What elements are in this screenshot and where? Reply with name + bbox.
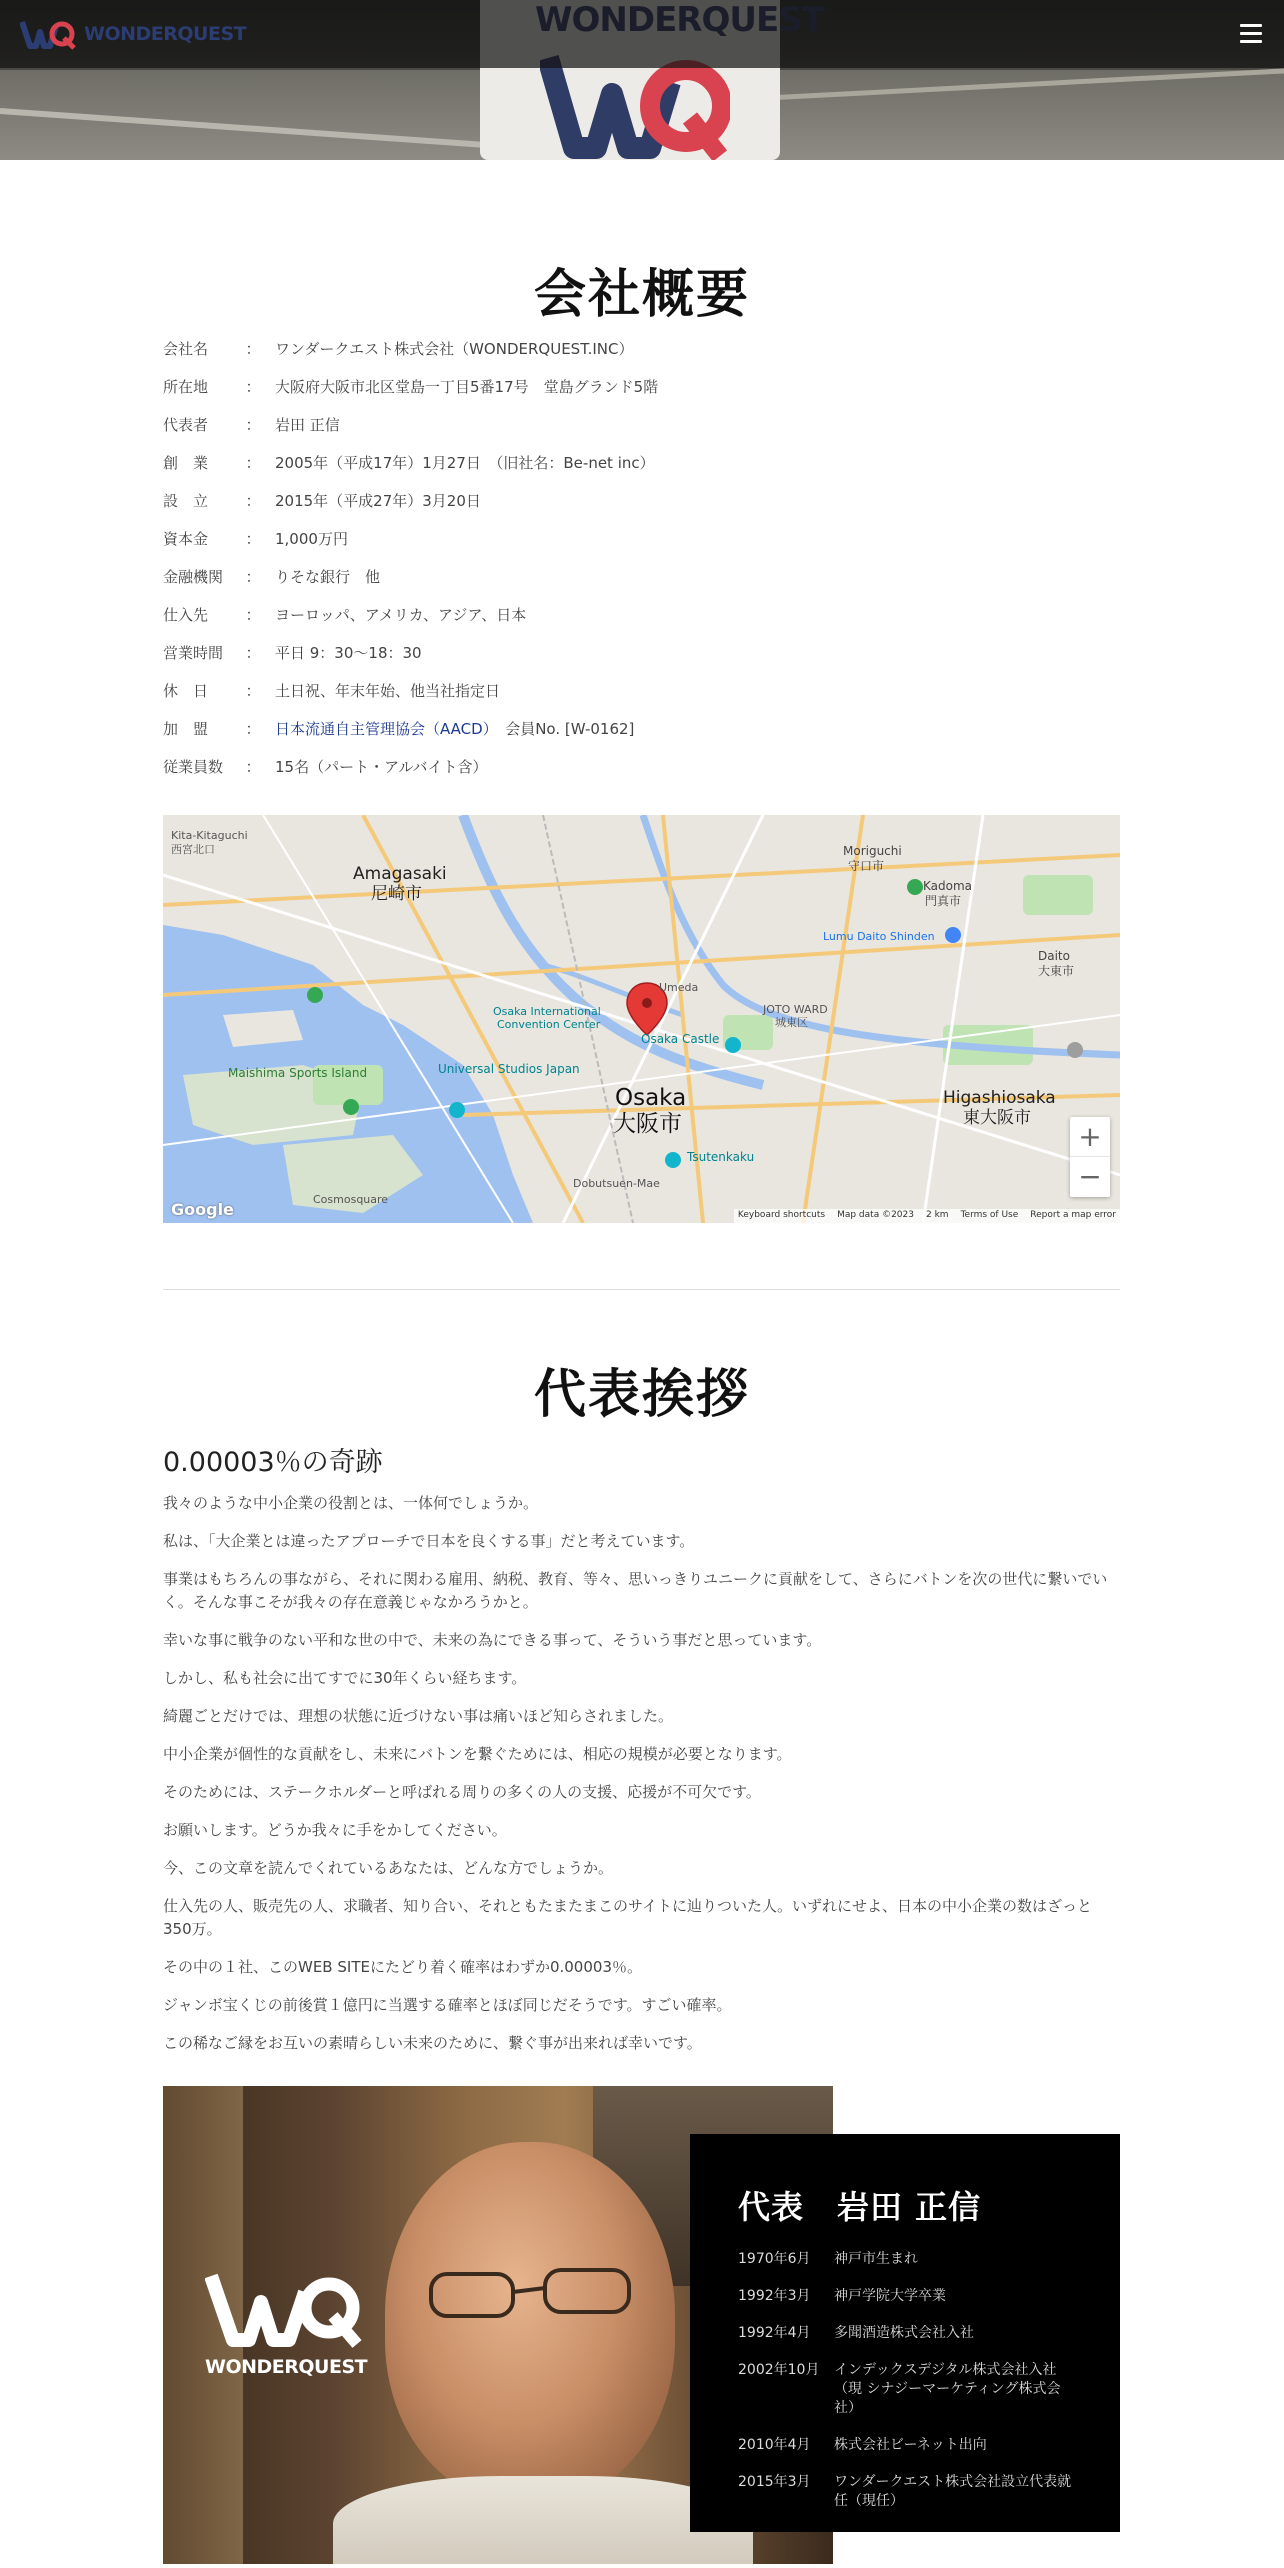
portrait-glasses bbox=[425, 2264, 635, 2324]
row-colon: ： bbox=[245, 378, 261, 396]
row-label: 仕入先 bbox=[163, 606, 209, 624]
company-row bbox=[163, 490, 1123, 528]
company-info-table bbox=[163, 338, 1123, 794]
row-colon: ： bbox=[245, 492, 261, 510]
row-label: 会社名 bbox=[163, 340, 209, 358]
row-label: 従業員数 bbox=[163, 758, 224, 776]
history-row bbox=[738, 2287, 1072, 2306]
map-label: Kita-Kitaguchi bbox=[171, 829, 248, 842]
ceo-name: 代表 岩田 正信 bbox=[738, 2188, 982, 2226]
map-label: Lumu Daito Shinden bbox=[823, 930, 935, 943]
company-row bbox=[163, 604, 1123, 642]
message-paragraph: ジャンボ宝くじの前後賞１億円に当選する確率とほぼ同じだそうです。すごい確率。 bbox=[163, 1996, 732, 2014]
map-label: Daito bbox=[1038, 949, 1070, 963]
company-row bbox=[163, 376, 1123, 414]
aacd-link[interactable]: 日本流通自主管理協会（AACD） bbox=[275, 720, 491, 738]
row-value: 土日祝、年末年始、他当社指定日 bbox=[275, 682, 501, 700]
map-label: Osaka bbox=[615, 1085, 687, 1111]
company-row bbox=[163, 528, 1123, 566]
row-colon: ： bbox=[245, 454, 261, 472]
row-label: 休 日 bbox=[163, 682, 209, 700]
map-label: Universal Studios Japan bbox=[438, 1062, 580, 1076]
row-colon: ： bbox=[245, 682, 261, 700]
map-label: 東大阪市 bbox=[963, 1108, 1031, 1128]
history-year: 2015年3月 bbox=[738, 2474, 811, 2490]
brand-logo[interactable] bbox=[20, 18, 246, 50]
company-row bbox=[163, 338, 1123, 376]
company-row bbox=[163, 680, 1123, 718]
message-subtitle: 0.00003％の奇跡 bbox=[163, 1447, 383, 1478]
map-label: Dobutsuen-Mae bbox=[573, 1177, 660, 1190]
history-event: インデックスデジタル株式会社入社（現 シナジーマーケティング株式会社） bbox=[834, 2362, 1061, 2416]
map-data-text: Map data ©2023 bbox=[837, 1210, 914, 1220]
map-label: Osaka Castle bbox=[641, 1032, 720, 1046]
message-body bbox=[163, 1492, 1120, 2070]
map-label: 尼崎市 bbox=[371, 884, 422, 904]
row-label: 資本金 bbox=[163, 530, 209, 548]
map-label: Moriguchi bbox=[843, 844, 902, 858]
map-label: 大東市 bbox=[1038, 964, 1075, 978]
map-label: Amagasaki bbox=[353, 864, 447, 884]
row-colon: ： bbox=[245, 758, 261, 776]
google-map[interactable] bbox=[163, 815, 1120, 1223]
map-label: 城東区 bbox=[775, 1016, 808, 1029]
map-label: 守口市 bbox=[848, 859, 885, 873]
message-section-title: 代表挨拶 bbox=[533, 1365, 750, 1425]
message-paragraph: お願いします。どうか我々に手をかしてください。 bbox=[163, 1821, 507, 1839]
message-paragraph: 我々のような中小企業の役割とは、一体何でしょうか。 bbox=[163, 1494, 539, 1512]
row-colon: ： bbox=[245, 340, 261, 358]
message-paragraph: しかし、私も社会に出てすでに30年くらい経ちます。 bbox=[163, 1669, 527, 1687]
row-value: りそな銀行 他 bbox=[275, 568, 381, 586]
wq-white-logo-icon bbox=[205, 2268, 365, 2348]
map-label: 西宮北口 bbox=[171, 843, 215, 856]
row-label: 営業時間 bbox=[163, 644, 224, 662]
history-row bbox=[738, 2361, 1072, 2418]
row-value: 大阪府大阪市北区堂島一丁目5番17号 堂島グランド5階 bbox=[275, 378, 659, 396]
map-label: Tsutenkaku bbox=[687, 1150, 755, 1164]
map-zoom-control bbox=[1070, 1117, 1110, 1197]
message-paragraph: 中小企業が個性的な貢献をし、未来にバトンを繋ぐためには、相応の規模が必要となります。 bbox=[163, 1745, 792, 1763]
map-label: 大阪市 bbox=[613, 1111, 682, 1137]
report-map-error-link[interactable]: Report a map error bbox=[1030, 1210, 1116, 1220]
history-year: 1992年3月 bbox=[738, 2288, 811, 2304]
top-navigation-bar bbox=[0, 0, 1284, 68]
row-label: 設 立 bbox=[163, 492, 209, 510]
map-label: Umeda bbox=[659, 981, 699, 994]
map-label: Kadoma bbox=[923, 879, 973, 893]
row-value: 1,000万円 bbox=[275, 530, 348, 548]
map-label: Higashiosaka bbox=[943, 1088, 1056, 1108]
history-event: 株式会社ビーネット出向 bbox=[834, 2437, 987, 2453]
row-value: 15名（パート・アルバイト含） bbox=[275, 758, 488, 776]
history-year: 1970年6月 bbox=[738, 2251, 811, 2267]
message-paragraph: 仕入先の人、販売先の人、求職者、知り合い、それともたまたまこのサイトに辿りついた人。いずれにせよ、日本の中小企業の数はざっと350万。 bbox=[163, 1897, 1092, 1938]
message-paragraph: 事業はもちろんの事ながら、それに関わる雇用、納税、教育、等々、思いっきりユニークに貢献をして、さらにバトンを次の世代に繋いでいく。そんな事こそが我々の存在意義じゃなかろうかと。 bbox=[163, 1570, 1108, 1611]
row-label: 代表者 bbox=[163, 416, 209, 434]
zoom-out-button[interactable]: − bbox=[1078, 1160, 1102, 1193]
map-canvas[interactable] bbox=[163, 815, 1120, 1223]
section-divider bbox=[163, 1289, 1120, 1290]
ceo-profile-card bbox=[690, 2134, 1120, 2532]
google-logo[interactable]: Google bbox=[171, 1200, 234, 1219]
company-row bbox=[163, 414, 1123, 452]
company-row bbox=[163, 566, 1123, 604]
row-value: 平日 9：30～18：30 bbox=[275, 644, 422, 662]
row-colon: ： bbox=[245, 720, 261, 738]
row-colon: ： bbox=[245, 416, 261, 434]
aacd-member-no: 会員No. [W-0162] bbox=[490, 720, 635, 738]
row-value: 2015年（平成27年）3月20日 bbox=[275, 492, 481, 510]
row-label: 創 業 bbox=[163, 454, 209, 472]
row-label: 金融機関 bbox=[163, 568, 224, 586]
map-attribution bbox=[734, 1209, 1120, 1223]
history-row bbox=[738, 2473, 1072, 2511]
row-value bbox=[275, 718, 1123, 739]
message-paragraph: 今、この文章を読んでくれているあなたは、どんな方でしょうか。 bbox=[163, 1859, 614, 1877]
row-label: 加 盟 bbox=[163, 720, 209, 738]
row-value: ヨーロッパ、アメリカ、アジア、日本 bbox=[275, 606, 527, 624]
row-label: 所在地 bbox=[163, 378, 209, 396]
map-label: Cosmosquare bbox=[313, 1193, 389, 1206]
keyboard-shortcuts-link[interactable]: Keyboard shortcuts bbox=[737, 1210, 826, 1220]
terms-of-use-link[interactable]: Terms of Use bbox=[960, 1210, 1019, 1220]
hamburger-menu-icon[interactable] bbox=[1240, 24, 1264, 44]
message-paragraph: その中の１社、このWEB SITEにたどり着く確率はわずか0.00003％。 bbox=[163, 1958, 642, 1976]
history-event: ワンダークエスト株式会社設立代表就任（現任） bbox=[834, 2474, 1072, 2509]
row-colon: ： bbox=[245, 606, 261, 624]
brand-name: WONDERQUEST bbox=[84, 23, 247, 45]
company-row bbox=[163, 642, 1123, 680]
history-year: 2002年10月 bbox=[738, 2362, 820, 2378]
message-paragraph: そのためには、ステークホルダーと呼ばれる周りの多くの人の支援、応援が不可欠です。 bbox=[163, 1783, 761, 1801]
row-value: ワンダークエスト株式会社（WONDERQUEST.INC） bbox=[275, 340, 634, 358]
row-colon: ： bbox=[245, 568, 261, 586]
zoom-in-button[interactable]: + bbox=[1070, 1117, 1110, 1157]
wq-logo-icon bbox=[20, 18, 76, 50]
history-event: 多聞酒造株式会社入社 bbox=[834, 2325, 974, 2341]
history-year: 1992年4月 bbox=[738, 2325, 811, 2341]
history-row bbox=[738, 2324, 1072, 2343]
map-label: Osaka International bbox=[493, 1005, 601, 1018]
history-year: 2010年4月 bbox=[738, 2437, 811, 2453]
company-section-title: 会社概要 bbox=[533, 265, 750, 325]
message-paragraph: 私は、「大企業とは違ったアプローチで日本を良くする事」だと考えています。 bbox=[163, 1532, 695, 1550]
company-row bbox=[163, 452, 1123, 490]
map-scale[interactable]: 2 km bbox=[925, 1210, 949, 1220]
company-row bbox=[163, 718, 1123, 756]
row-colon: ： bbox=[245, 644, 261, 662]
map-label: JOTO WARD bbox=[763, 1003, 828, 1016]
map-label: Maishima Sports Island bbox=[228, 1066, 368, 1080]
history-event: 神戸学院大学卒業 bbox=[834, 2288, 946, 2304]
row-value: 2005年（平成17年）1月27日 （旧社名：Be-net inc） bbox=[275, 454, 655, 472]
message-paragraph: 綺麗ごとだけでは、理想の状態に近づけない事は痛いほど知らされました。 bbox=[163, 1707, 674, 1725]
history-row bbox=[738, 2250, 1072, 2269]
map-label: 門真市 bbox=[925, 894, 962, 908]
map-label: Convention Center bbox=[497, 1018, 601, 1031]
row-colon: ： bbox=[245, 530, 261, 548]
company-row bbox=[163, 756, 1123, 794]
row-value: 岩田 正信 bbox=[275, 416, 340, 434]
portrait-brand-text: WONDERQUEST bbox=[205, 2356, 368, 2378]
message-paragraph: この稀なご縁をお互いの素晴らしい未来のために、繋ぐ事が出来れば幸いです。 bbox=[163, 2034, 702, 2052]
history-row bbox=[738, 2436, 1072, 2455]
history-event: 神戸市生まれ bbox=[834, 2251, 918, 2267]
message-paragraph: 幸いな事に戦争のない平和な世の中で、未来の為にできる事って、そういう事だと思っています。 bbox=[163, 1631, 822, 1649]
